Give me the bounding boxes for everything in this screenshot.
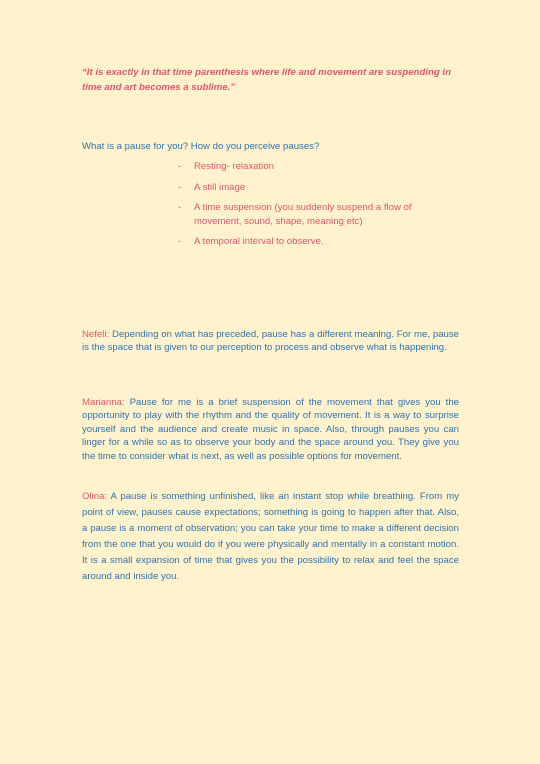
list-item-text: A time suspension (you suddenly suspend a flow of movement, sound, shape, meaning etc) bbox=[194, 202, 412, 227]
list-item bbox=[178, 181, 438, 195]
statement-text: A pause is something unfinished, like an instant stop while breathing. From my point of view, pauses cause expectations; something is going to happen after that. Also, a pause is a moment of observation; you can take your time to make a different decision from the one that you would do if you were physically and mentally in a constant motion. It is a small expansion of time that gives you the possibility to relax and feel the space around and inside you. bbox=[82, 490, 459, 582]
list-item bbox=[178, 160, 438, 174]
speaker-name: Nefeli: bbox=[82, 328, 110, 340]
list-item-text: Resting- relaxation bbox=[194, 161, 274, 172]
list-item-text: A temporal interval to observe. bbox=[194, 236, 324, 247]
dash-bullet: - bbox=[178, 181, 182, 193]
epigraph-quote: “It is exactly in that time parenthesis where life and movement are suspending in time and art becomes a sublime.” bbox=[82, 67, 451, 93]
statement-text: Pause for me is a brief suspension of the movement that gives you the opportunity to play with the rhythm and the quality of movement. It is a way to surprise yourself and the audience and create music in space. Also, through pauses you can linger for a while so as to observe your body and the space around you. They give you the time to consider what is next, as well as possible options for movement. bbox=[82, 396, 459, 462]
answer-list bbox=[178, 160, 438, 256]
dash-bullet: - bbox=[178, 202, 182, 213]
dash-bullet: - bbox=[178, 161, 182, 172]
statement-nefeli bbox=[82, 328, 459, 355]
dash-bullet: - bbox=[178, 236, 182, 247]
speaker-name: Olina: bbox=[82, 490, 108, 502]
statement-olina bbox=[82, 489, 459, 585]
statement-text: Depending on what has preceded, pause has a different meaning. For me, pause is the space that is given to our perception to process and observe what is happening. bbox=[82, 328, 459, 354]
list-item bbox=[178, 235, 438, 249]
speaker-name: Marianna: bbox=[82, 396, 125, 408]
question-heading: What is a pause for you? How do you perceive pauses? bbox=[82, 141, 320, 152]
statement-marianna bbox=[82, 396, 459, 464]
list-item bbox=[178, 201, 438, 228]
list-item-text: A still image bbox=[194, 181, 246, 193]
